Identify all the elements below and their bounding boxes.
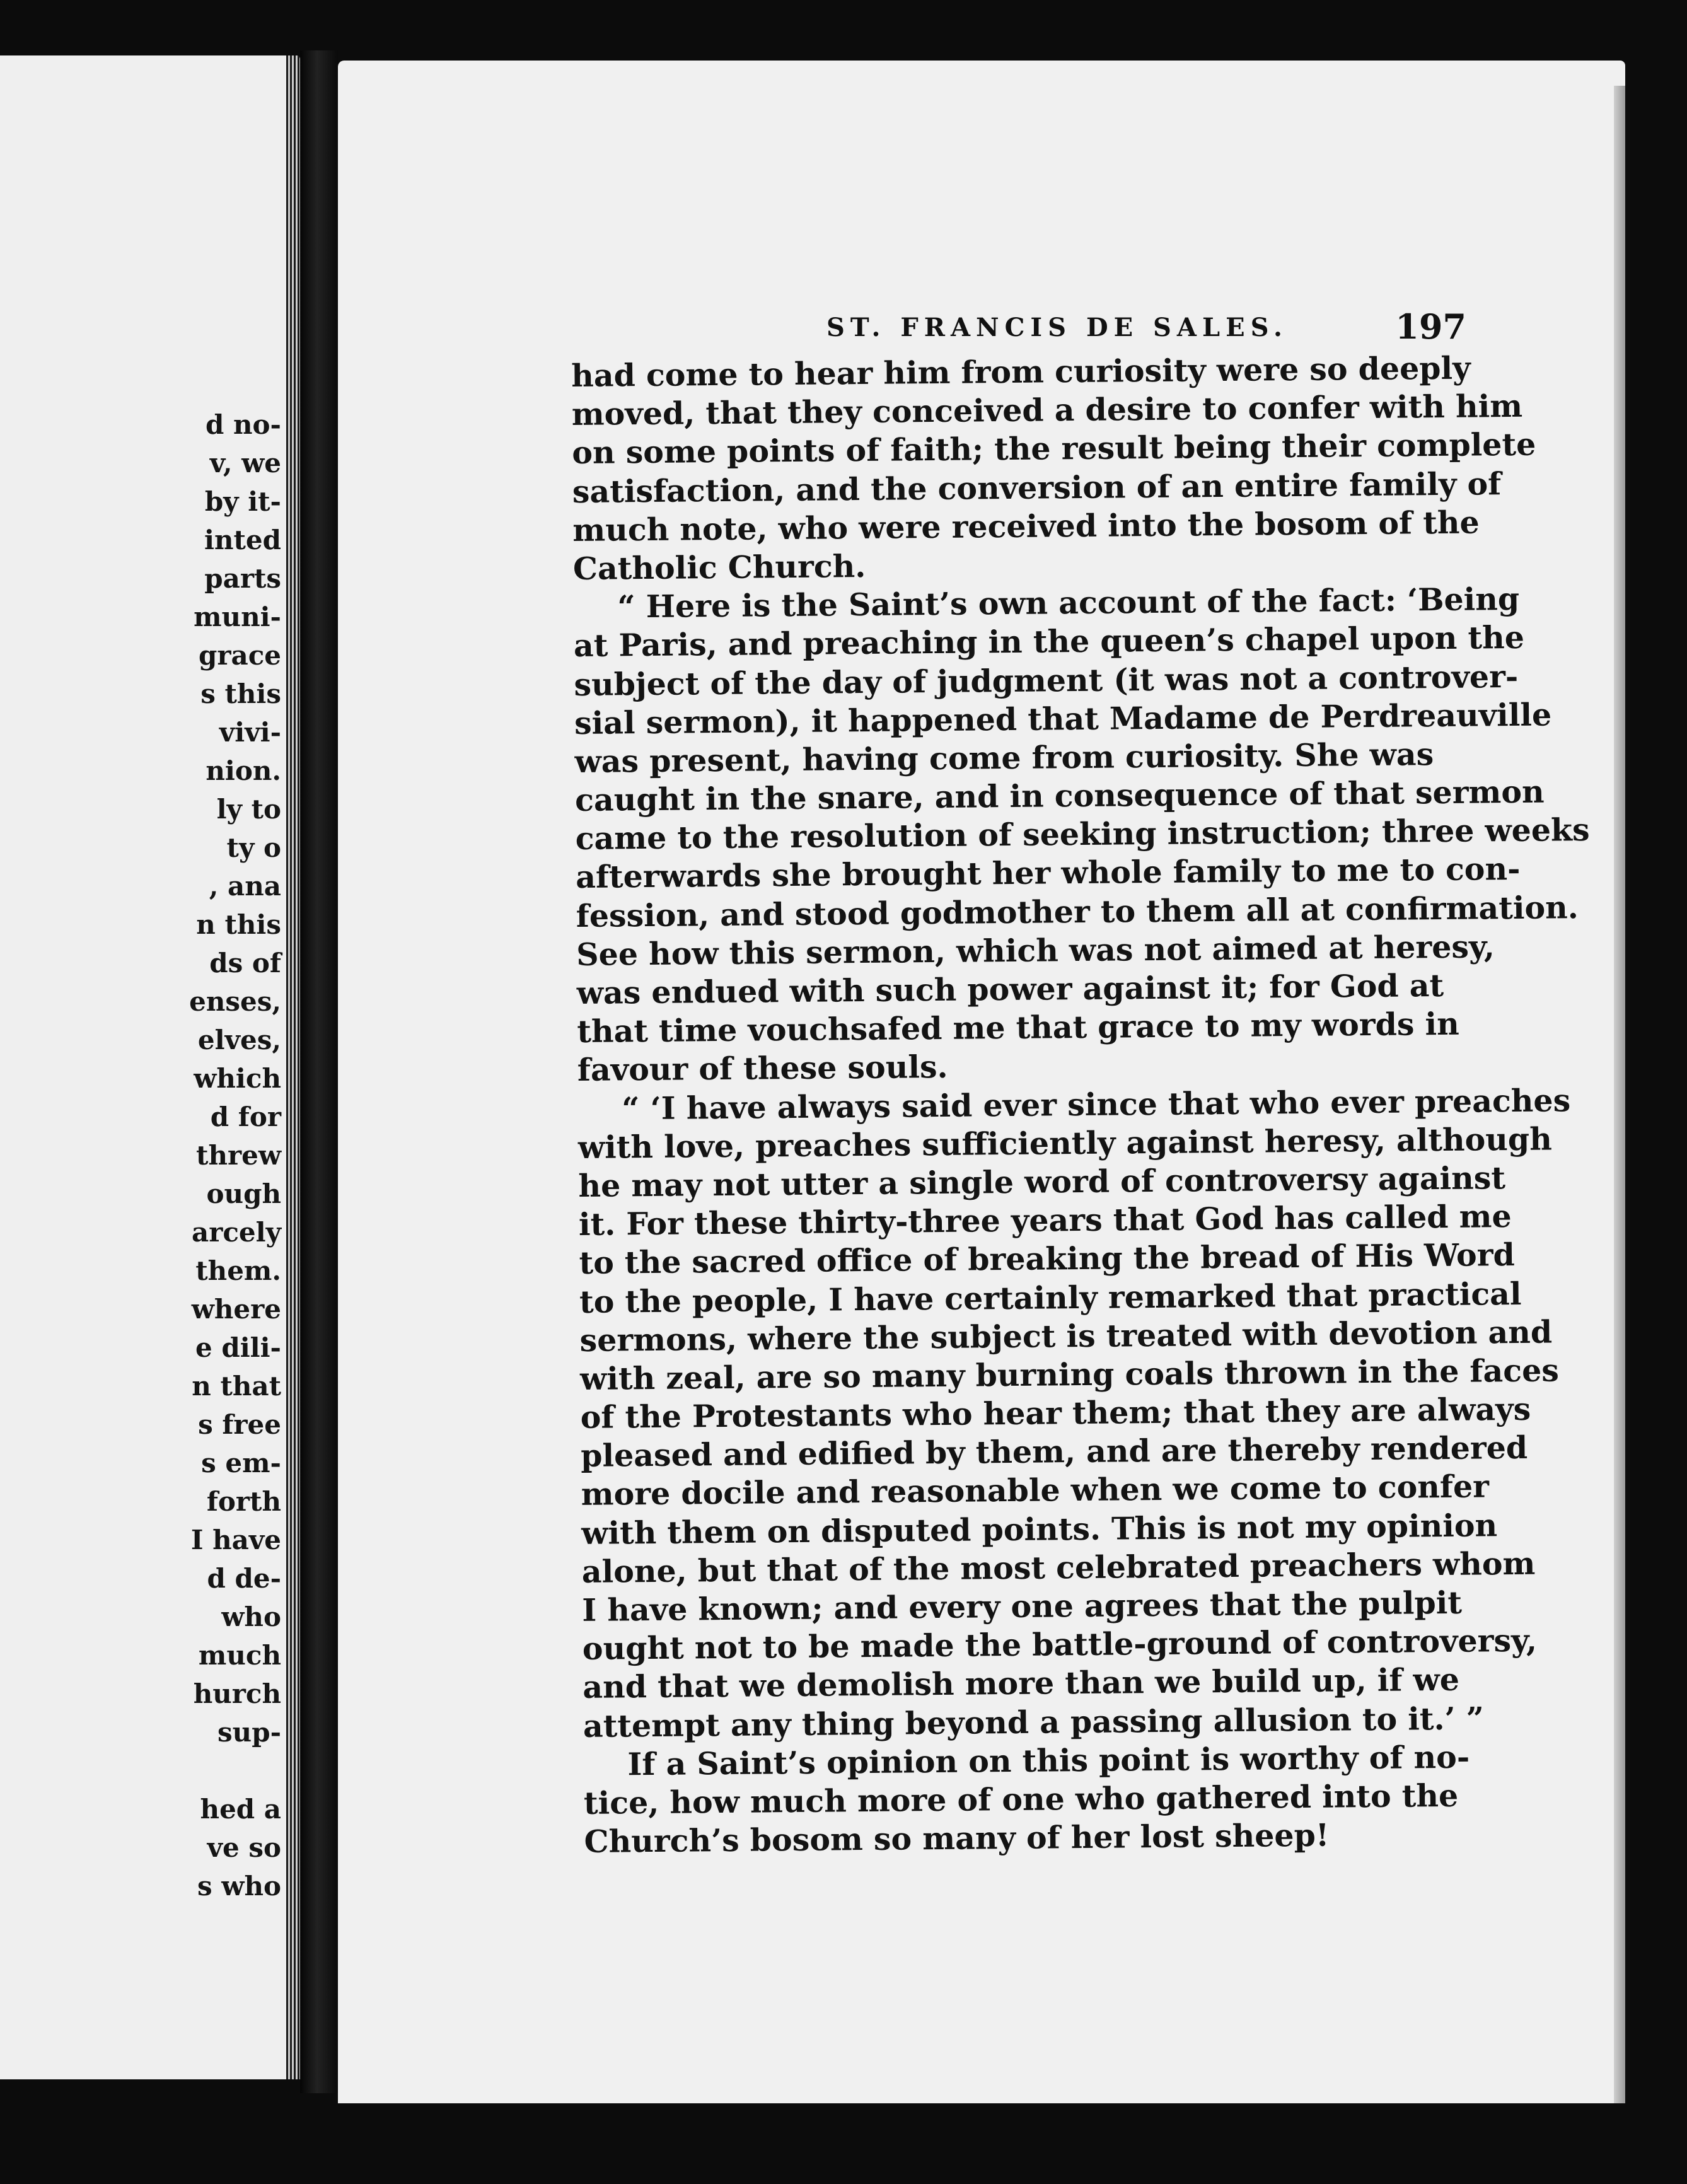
left-page-line: ty o <box>226 832 281 863</box>
left-page-line: much <box>198 1640 281 1671</box>
text-line: with love, preaches sufficiently against heresy, although <box>577 1120 1553 1166</box>
text-line: See how this sermon, which was not aimed at heresy, <box>576 928 1495 973</box>
text-line: that time vouchsafed me that grace to my words in <box>577 1005 1459 1050</box>
text-line: pleased and edified by them, and are thereby rendered <box>580 1429 1528 1475</box>
left-page-line: , ana <box>209 871 281 902</box>
left-page-line: e dili- <box>195 1332 281 1363</box>
text-line: to the sacred office of breaking the bread of His Word <box>579 1236 1516 1282</box>
text-line: with zeal, are so many burning coals thrown in the faces <box>579 1352 1560 1397</box>
book-spine <box>300 50 338 2093</box>
left-page-line: d for <box>210 1101 281 1132</box>
left-page-line: vivi- <box>219 717 281 748</box>
left-page-line: which <box>194 1063 281 1094</box>
left-page-line: arcely <box>192 1217 281 1248</box>
text-line: was endued with such power against it; for God at <box>576 967 1444 1011</box>
left-page-line: s this <box>200 678 281 709</box>
left-page-line: s who <box>197 1871 281 1902</box>
text-line: “ ‘I have always said ever since that who ever preaches <box>622 1081 1571 1127</box>
left-page-line: elves, <box>197 1025 281 1055</box>
text-line: sial sermon), it happened that Madame de Perdreauville <box>574 696 1552 741</box>
text-line: Catholic Church. <box>572 547 866 587</box>
left-page-line: v, we <box>209 448 281 479</box>
text-line: was present, having come from curiosity. She was <box>574 735 1434 780</box>
left-page-line: who <box>221 1601 281 1632</box>
left-page-line <box>0 1751 281 1790</box>
text-body <box>571 347 1687 1862</box>
text-line: alone, but that of the most celebrated preachers whom <box>581 1545 1536 1590</box>
text-line: came to the resolution of seeking instruction; three weeks <box>575 811 1590 857</box>
right-page <box>338 61 1625 2103</box>
text-line: I have known; and every one agrees that the pulpit <box>582 1584 1463 1629</box>
left-page-line: parts <box>204 563 281 594</box>
text-line: on some points of faith; the result being their complete <box>572 426 1536 472</box>
left-page-line: them. <box>195 1255 281 1286</box>
text-line: If a Saint’s opinion on this point is worthy of no- <box>627 1738 1470 1783</box>
text-line: sermons, where the subject is treated with devotion and <box>579 1313 1553 1359</box>
left-page-line: nion. <box>206 755 281 786</box>
text-line: with them on disputed points. This is not my opinion <box>581 1506 1498 1552</box>
text-line: satisfaction, and the conversion of an entire family of <box>572 465 1502 510</box>
text-line: favour of these souls. <box>577 1048 948 1089</box>
left-page-line: inted <box>204 525 281 555</box>
text-line: and that we demolish more than we build up, if we <box>583 1661 1460 1706</box>
text-line: he may not utter a single word of controversy against <box>578 1159 1506 1204</box>
left-page-line: where <box>191 1294 281 1325</box>
text-line: subject of the day of judgment (it was not a controver- <box>574 658 1519 703</box>
left-page-line: ve so <box>207 1832 281 1863</box>
text-line: had come to hear him from curiosity were so deeply <box>571 349 1471 394</box>
left-page-line: muni- <box>194 601 281 632</box>
text-line: attempt any thing beyond a passing allusion to it.’ ” <box>583 1700 1485 1745</box>
text-line: more docile and reasonable when we come to confer <box>581 1468 1490 1513</box>
left-page-line: d de- <box>207 1563 281 1594</box>
left-page-line: I have <box>190 1525 281 1555</box>
page-header <box>338 306 1466 357</box>
left-page <box>0 55 300 2079</box>
text-line: “ Here is the Saint’s own account of the fact: ‘Being <box>617 581 1520 625</box>
left-page-line: hed a <box>200 1794 281 1825</box>
left-page-line: d no- <box>206 409 281 440</box>
text-line: it. For these thirty-three years that God has called me <box>578 1198 1512 1243</box>
text-line: caught in the snare, and in consequence of that sermon <box>574 773 1545 819</box>
left-page-line: by it- <box>204 486 281 517</box>
text-line: ought not to be made the battle-ground of controversy, <box>582 1622 1538 1668</box>
page-fore-edge <box>1614 86 1625 2103</box>
left-page-line: s free <box>198 1409 281 1440</box>
left-page-edge <box>286 55 300 2079</box>
left-page-line: enses, <box>189 986 281 1017</box>
left-page-text <box>0 405 281 1905</box>
text-line: at Paris, and preaching in the queen’s chapel upon the <box>573 619 1525 665</box>
text-line: fession, and stood godmother to them all at confirmation. <box>576 888 1579 934</box>
running-head: ST. FRANCIS DE SALES. <box>826 313 1288 342</box>
left-page-line: forth <box>206 1486 281 1517</box>
text-line: Church’s bosom so many of her lost sheep! <box>584 1816 1330 1861</box>
page-number: 197 <box>1395 306 1466 347</box>
left-page-line: ds of <box>209 948 281 979</box>
text-line: tice, how much more of one who gathered into the <box>583 1777 1459 1821</box>
left-page-line: s em- <box>201 1448 281 1478</box>
text-line: much note, who were received into the bosom of the <box>572 504 1480 549</box>
left-page-line: hurch <box>193 1678 281 1709</box>
left-page-line: ough <box>206 1178 281 1209</box>
text-line: of the Protestants who hear them; that they are always <box>580 1390 1531 1436</box>
left-page-line: ly to <box>216 794 281 825</box>
text-line: afterwards she brought her whole family to me to con- <box>575 851 1521 896</box>
left-page-line: n that <box>192 1371 281 1402</box>
left-page-line: threw <box>196 1140 281 1171</box>
left-page-line: n this <box>196 909 281 940</box>
text-line: moved, that they conceived a desire to confer with him <box>571 388 1523 433</box>
left-page-line: grace <box>198 640 281 671</box>
left-page-line: sup- <box>217 1717 281 1748</box>
text-line: to the people, I have certainly remarked that practical <box>579 1275 1522 1320</box>
